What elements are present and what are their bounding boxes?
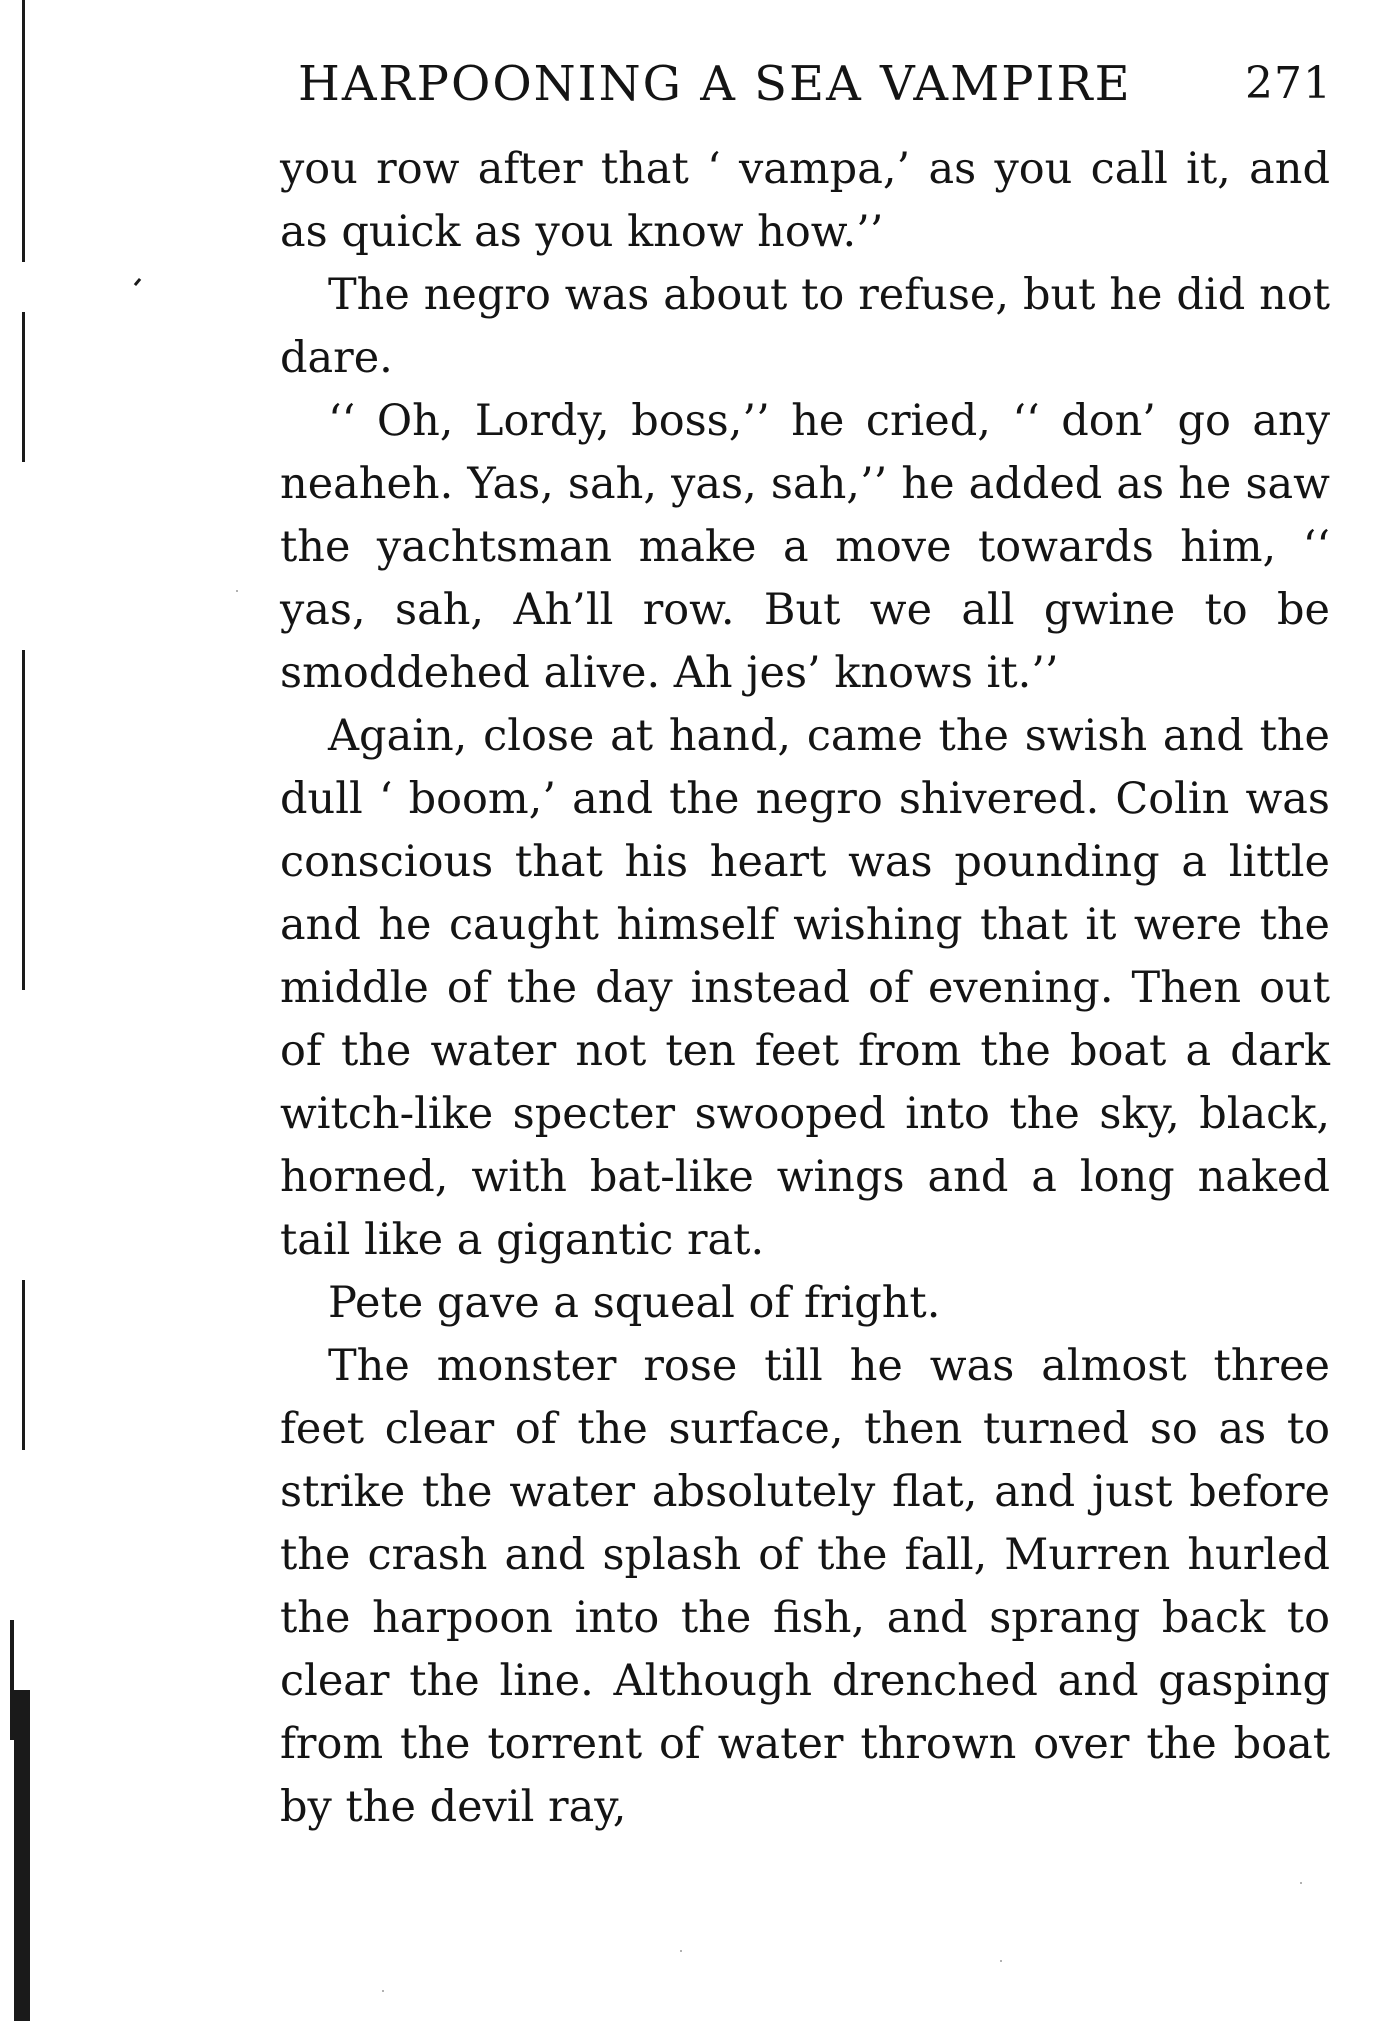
paragraph: you row after that ‘ vampa,’ as you call it, and as quick as you know how.’’ [280,144,1330,257]
paragraph: The negro was about to refuse, but he did not dare. [280,270,1330,383]
page-number: 271 [1245,58,1332,109]
binding-edge-mark [22,0,25,262]
scan-speck [382,1990,384,1992]
body-text [280,138,1330,1839]
binding-edge-mark [22,312,25,462]
paragraph: Again, close at hand, came the swish and the dull ‘ boom,’ and the negro shivered. Colin was conscious that his heart was pounding a little and he caught himself wishing that it were the middle of the day instead of evening. Then out of the water not ten feet from the boat a dark witch-like specter swooped into the sky, black, horned, with bat-like wings and a long naked tail like a gigantic rat. [280,711,1330,1265]
binding-edge-mark [134,278,141,286]
binding-edge-mark [22,1280,25,1450]
page-header [298,52,1332,116]
scan-speck [236,590,238,592]
paragraph: The monster rose till he was almost three feet clear of the surface, then turned so as to strike the water absolutely flat, and just before the crash and splash of the fall, Murren hurled the harpoon into the fish, and sprang back to clear the line. Although drenched and gasping from the torrent of water thrown over the boat by the devil ray, [280,1341,1330,1832]
binding-edge-mark [22,650,25,990]
binding-edge-mark [14,1690,30,2021]
paragraph: Pete gave a squeal of fright. [328,1278,941,1328]
running-title: HARPOONING A SEA VAMPIRE [298,56,1132,112]
binding-edge-mark [10,1620,14,1740]
scan-speck [1300,1882,1302,1884]
scan-speck [1000,1960,1002,1962]
paragraph: ‘‘ Oh, Lordy, boss,’’ he cried, ‘‘ don’ go any neaheh. Yas, sah, yas, sah,’’ he added as he saw the yachtsman make a move towards him, ‘‘ yas, sah, Ah’ll row. But we all gwine to be smoddehed alive. Ah jes’ knows it.’’ [280,396,1330,698]
scan-speck [680,1950,682,1952]
